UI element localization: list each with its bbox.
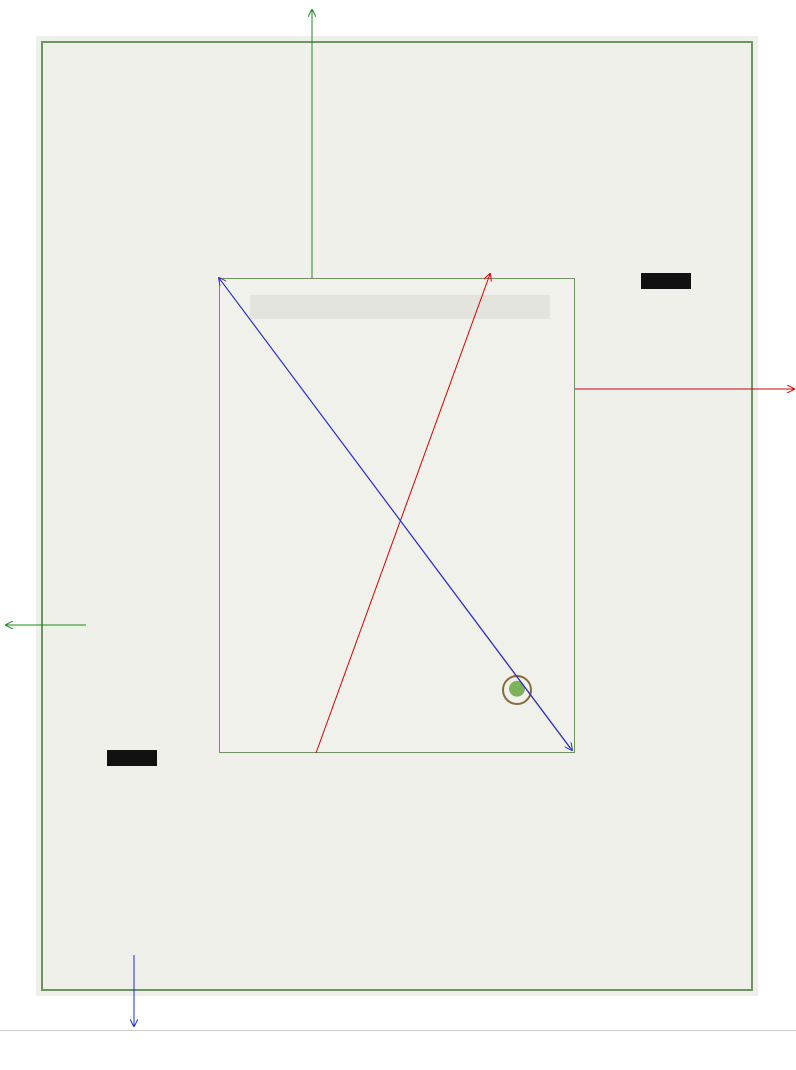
triet-tag xyxy=(107,750,157,766)
kabala-logo xyxy=(486,675,546,735)
legend-divider xyxy=(0,1030,796,1031)
tuan-tag xyxy=(641,273,691,289)
center-panel xyxy=(219,278,575,753)
legend xyxy=(0,1040,796,1062)
tree-icon xyxy=(502,675,532,705)
